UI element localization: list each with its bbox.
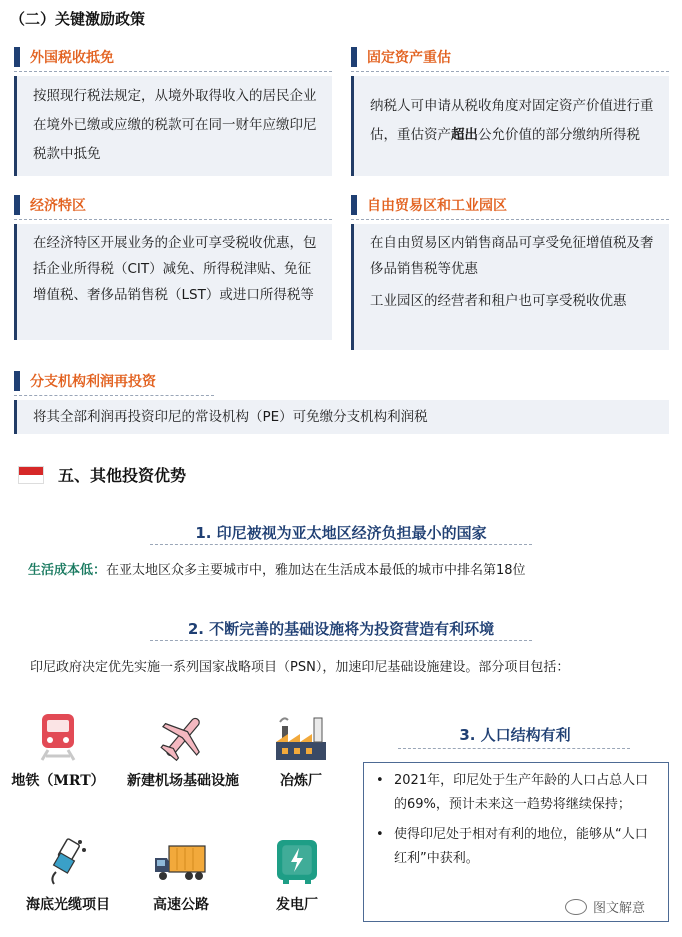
card-title: 固定资产重估	[367, 50, 451, 66]
project-label: 新建机场基础设施	[127, 773, 239, 789]
card-header	[351, 46, 669, 68]
ftz-paragraph-2: 工业园区的经营者和租户也可享受税收优惠	[370, 293, 627, 309]
fiber-cable-icon	[46, 836, 90, 886]
card-foreign-tax	[14, 46, 332, 176]
card-marker	[14, 47, 20, 67]
card-fixed-asset	[351, 46, 669, 176]
population-point: • 使得印尼处于相对有利的地位，能够从“人口红利”中获利。	[374, 823, 656, 871]
factory-icon	[274, 712, 328, 762]
watermark-text: 图文解意	[593, 901, 646, 916]
ftz-paragraph-1: 在自由贸易区内销售商品可享受免征增值税及奢侈品销售税等优惠	[370, 235, 654, 277]
section5-title: 五、其他投资优势	[58, 466, 187, 485]
project-smelter	[226, 712, 376, 790]
card-marker	[351, 195, 357, 215]
watermark	[565, 897, 645, 916]
card-body: 将其全部利润再投资印尼的常设机构（PE）可免缴分支机构利润税	[14, 400, 669, 434]
card-title: 经济特区	[30, 198, 86, 214]
card-body	[351, 224, 669, 350]
card-title: 自由贸易区和工业园区	[367, 198, 507, 214]
card-sez	[14, 194, 332, 340]
sub1-title: 1. 印尼被视为亚太地区经济负担最小的国家	[195, 524, 487, 542]
card-title: 外国税收抵免	[30, 50, 114, 66]
card-marker	[351, 47, 357, 67]
cost-text: 在亚太地区众多主要城市中，雅加达在生活成本最低的城市中排名第18位	[106, 563, 526, 578]
card-marker	[14, 371, 20, 391]
project-label: 地铁（MRT）	[11, 773, 105, 789]
power-plant-icon	[275, 836, 319, 886]
card-branch	[14, 370, 669, 434]
card-header	[14, 194, 332, 216]
sub2-title: 2. 不断完善的基础设施将为投资营造有利环境	[187, 620, 495, 638]
card-header	[14, 370, 214, 392]
card-body: 按照现行税法规定，从境外取得收入的居民企业在境外已缴或应缴的税款可在同一财年应缴印尼税款中抵免	[14, 76, 332, 176]
indonesia-flag-icon	[18, 466, 44, 484]
airplane-icon	[157, 712, 209, 762]
project-label: 海底光缆项目	[26, 897, 110, 913]
train-icon	[38, 712, 78, 762]
card-marker	[14, 195, 20, 215]
psn-line: 印尼政府决定优先实施一系列国家战略项目（PSN），加速印尼基础设施建设。部分项目包括：	[30, 660, 570, 675]
card-title: 分支机构利润再投资	[30, 374, 156, 390]
card-header	[14, 46, 332, 68]
truck-icon	[153, 836, 209, 886]
section5-header	[18, 463, 186, 486]
project-label: 高速公路	[153, 897, 209, 913]
wechat-icon	[565, 899, 587, 915]
cost-line	[28, 559, 526, 578]
card-body: 在经济特区开展业务的企业可享受税收优惠，包括企业所得税（CIT）减免、所得税津贴、免征增值税、奢侈品销售税（LST）或进口所得税等	[14, 224, 332, 340]
card-body: 纳税人可申请从税收角度对固定资产价值进行重估，重估资产超出公允价值的部分缴纳所得税	[351, 76, 669, 176]
cost-label: 生活成本低：	[28, 563, 107, 578]
project-power-plant	[222, 836, 372, 914]
project-label: 发电厂	[276, 897, 318, 913]
sub3-title: 3. 人口结构有利	[459, 726, 571, 744]
section-title: （二）关键激励政策	[10, 10, 146, 28]
card-ftz	[351, 194, 669, 350]
card-header	[351, 194, 669, 216]
project-label: 冶炼厂	[280, 773, 322, 789]
population-point: • 2021年，印尼处于生产年龄的人口占总人口的69%，预计未来这一趋势将继续保持；	[374, 769, 656, 817]
